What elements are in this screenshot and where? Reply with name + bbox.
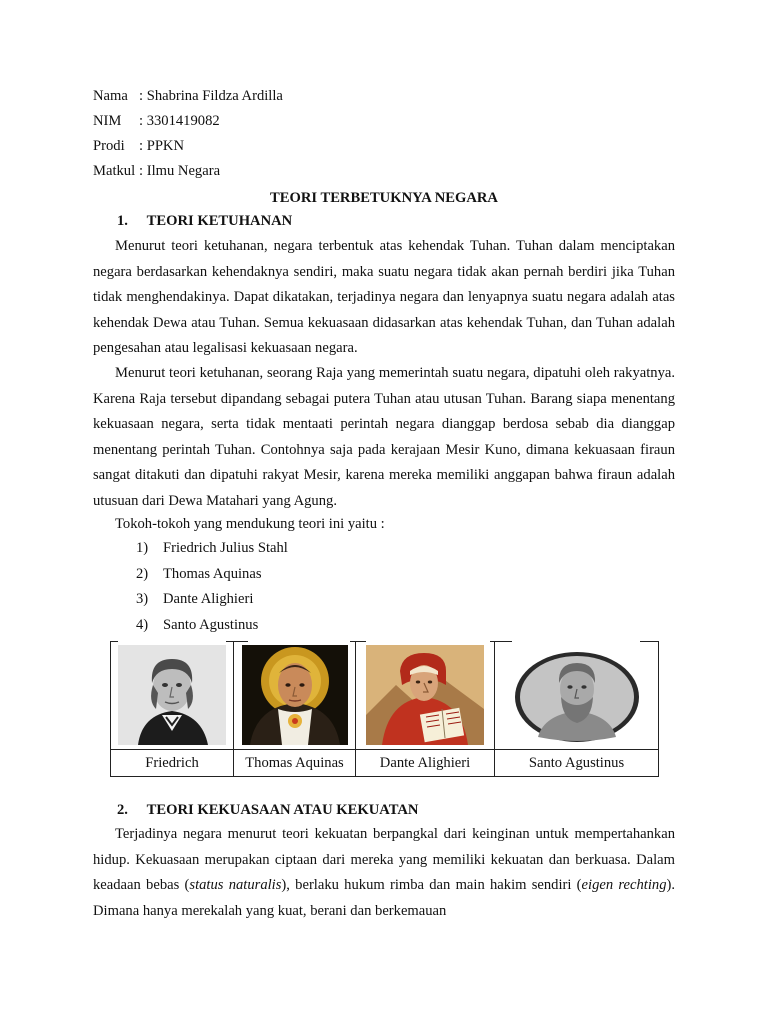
document-title: TEORI TERBETUKNYA NEGARA <box>270 190 498 206</box>
prodi-label: Prodi <box>93 138 125 154</box>
list-text: Dante Alighieri <box>163 591 254 607</box>
identity-nama <box>93 85 283 107</box>
caption-friedrich: Friedrich <box>111 750 234 777</box>
list-text: Thomas Aquinas <box>163 565 262 582</box>
section1-heading-text: TEORI KETUHANAN <box>146 213 293 229</box>
section2-text: ). Dimana hanya merekalah yang kuat, berani dan berkemauan <box>93 877 676 919</box>
list-item <box>136 587 288 613</box>
eigen-rechting-term: eigen rechting <box>581 877 667 893</box>
caption-thomas-aquinas: Thomas Aquinas <box>234 750 356 777</box>
supporters-list <box>136 536 288 638</box>
list-text: Santo Agustinus <box>163 616 259 633</box>
friedrich-portrait-image <box>118 645 226 745</box>
section2-text: Terjadinya negara menurut teori kekuatan berpangkal dari keinginan untuk mempertahankan hidup. Kekuasaan merupakan ciptaan dari mereka yang memiliki kekuatan dan berkuasa. Dalam keadaan bebas ( <box>93 826 675 893</box>
section2-heading <box>93 799 418 821</box>
list-number: 3) <box>136 591 149 607</box>
list-text: Friedrich Julius Stahl <box>163 540 288 556</box>
identity-prodi <box>93 135 184 157</box>
list-number: 1) <box>136 540 149 556</box>
section1-paragraph-2: Menurut teori ketuhanan, seorang Raja yang memerintah suatu negara, dipatuhi oleh rakyatnya. Karena Raja tersebut dipandang sebagai putera Tuhan atau utusan Tuhan. Barang siapa menentang kekuasaan negara, serta tidak mentaati perintah negara dianggap berdosa sebab dia dianggap menentang perintah Tuhan. Contohnya saja pada kerajaan Mesir Kuno, dimana kekuasaan firaun sangat ditakuti dan dipatuhi rakyat Mesir, karena mereka memiliki anggapan bahwa firaun adalah utusuan dari Dewa Matahari yang Agung. <box>93 365 675 509</box>
list-item <box>136 613 288 639</box>
portrait-cell <box>495 641 659 750</box>
nim-label: NIM <box>93 113 122 129</box>
portrait-table <box>110 641 659 777</box>
section1-heading <box>93 210 292 232</box>
section1-paragraph-1: Menurut teori ketuhanan, negara terbentuk atas kehendak Tuhan. Tuhan dalam menciptakan negara berdasarkan kehendaknya sendiri, maka suatu negara tidak akan pernah berdiri jika Tuhan tidak menghendakinya. Dapat dikatakan, terjadinya negara dan lenyapnya suatu negara adalah atas kehendak Dewa atau Tuhan. Semua kekuasaan didasarkan atas kehendak Tuhan, dan Tuhan adalah pengesahan atau legalisasi kekuasaan negara. <box>93 238 675 356</box>
portrait-cell <box>356 641 495 750</box>
nama-value: : Shabrina Fildza Ardilla <box>139 88 283 104</box>
nim-value: : 3301419082 <box>139 113 220 129</box>
portrait-cell <box>111 641 234 750</box>
list-number: 2) <box>136 565 149 582</box>
matkul-value: : Ilmu Negara <box>139 163 221 179</box>
section2-text: ), berlaku hukum rimba dan main hakim sendiri ( <box>281 877 582 893</box>
caption-dante-alighieri: Dante Alighieri <box>356 750 495 777</box>
section2-number: 2. <box>117 802 128 818</box>
caption-santo-agustinus: Santo Agustinus <box>495 750 659 777</box>
thomas-aquinas-portrait-image <box>242 645 348 745</box>
section1-number: 1. <box>117 213 128 229</box>
supporters-intro: Tokoh-tokoh yang mendukung teori ini yaitu : <box>115 516 385 532</box>
list-number: 4) <box>136 616 149 633</box>
nama-label: Nama <box>93 88 128 104</box>
matkul-label: Matkul <box>93 163 136 179</box>
section2-paragraph-1 <box>93 822 675 924</box>
dante-alighieri-portrait-image <box>366 645 484 745</box>
section2-heading-text: TEORI KEKUASAAN ATAU KEKUATAN <box>146 802 419 818</box>
list-item <box>136 562 288 588</box>
identity-nim <box>93 110 220 132</box>
prodi-value: : PPKN <box>139 138 185 154</box>
santo-agustinus-portrait-image <box>512 645 642 745</box>
list-item <box>136 536 288 562</box>
status-naturalis-term: status naturalis <box>189 877 282 893</box>
portrait-cell <box>234 641 356 750</box>
identity-matkul <box>93 160 220 182</box>
